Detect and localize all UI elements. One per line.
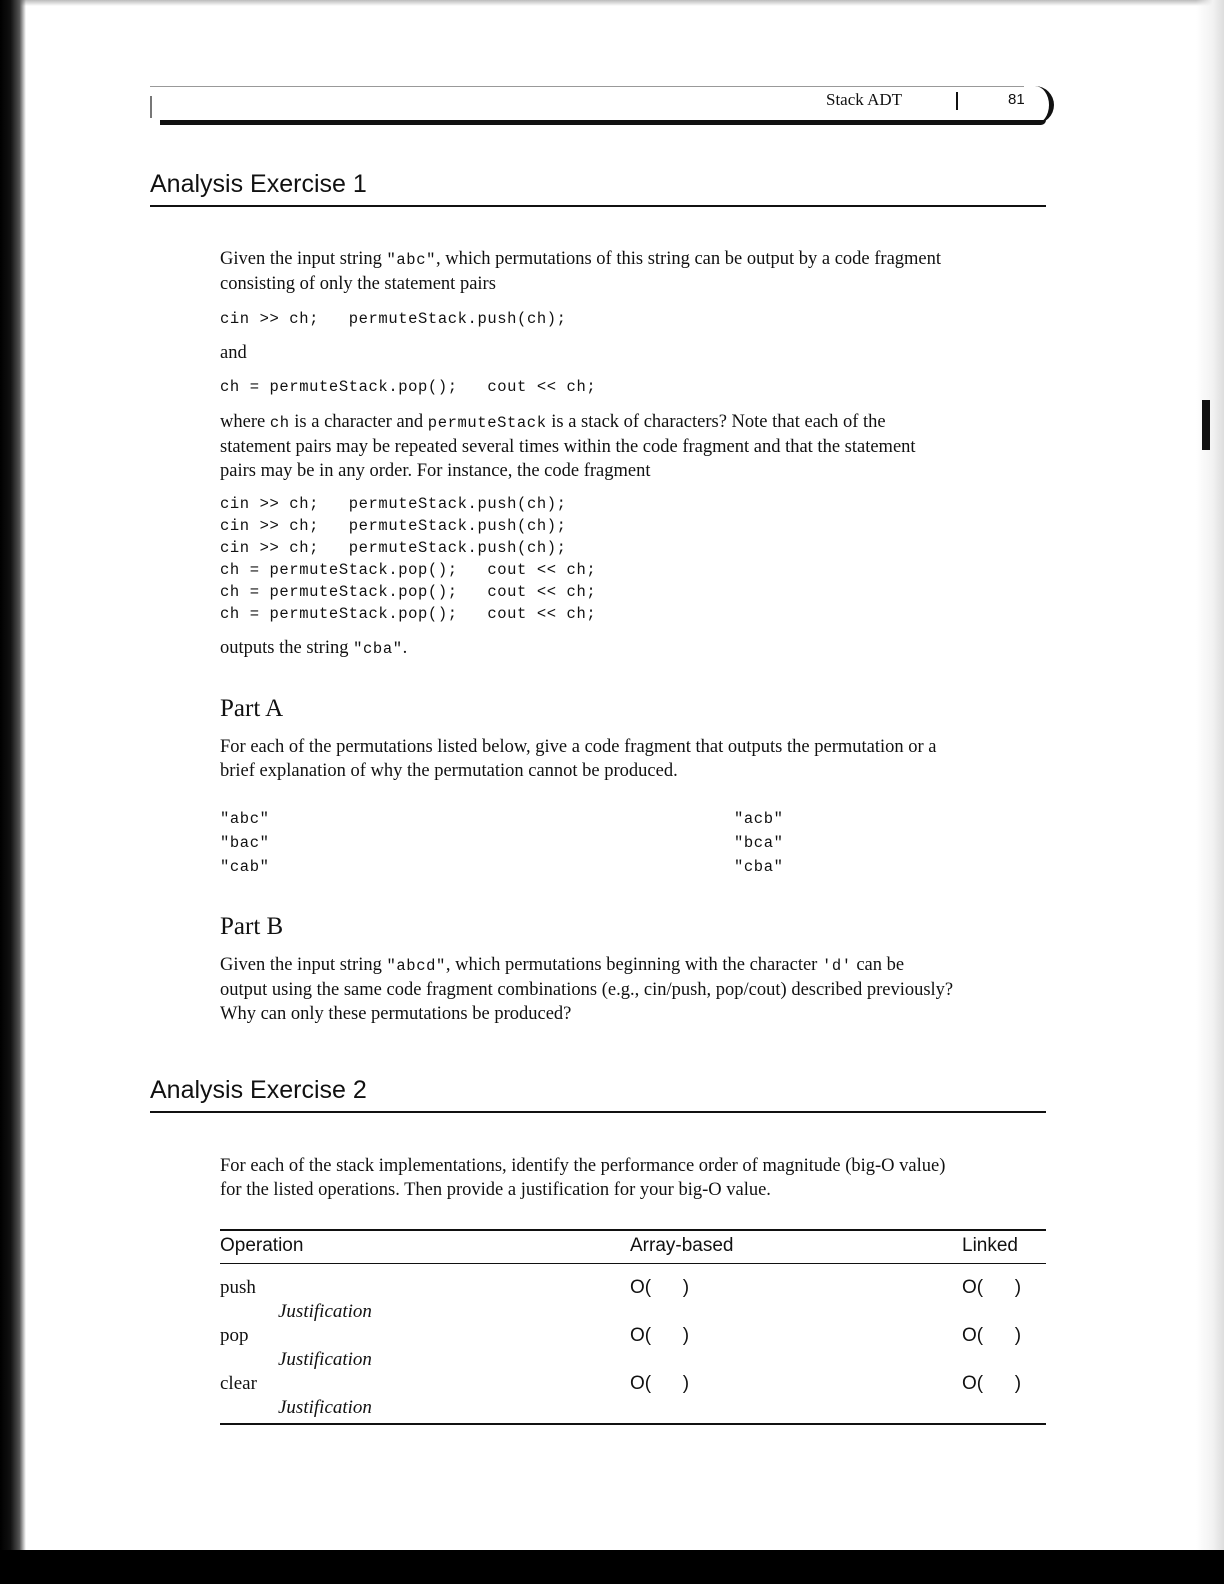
permutation-item: "abc" — [220, 810, 270, 828]
header-thick-rule — [160, 120, 1046, 125]
scan-binding-shadow — [0, 0, 26, 1584]
permutation-item: "bac" — [220, 834, 270, 852]
big-o-table — [220, 1229, 1046, 1425]
intro-line-2: consisting of only the statement pairs — [220, 274, 496, 294]
running-header — [150, 82, 1054, 126]
and-word: and — [220, 343, 247, 363]
statement-pair-1: cin >> ch; permuteStack.push(ch); — [220, 310, 567, 328]
table-bottom-rule — [220, 1423, 1046, 1425]
scan-right-mark — [1202, 400, 1210, 450]
permutation-item: "bca" — [734, 834, 784, 852]
linked-big-o-cell: O( ) — [962, 1325, 1022, 1346]
exercise-2-line-1: For each of the stack implementations, identify the performance order of magnitude (big-O value) — [220, 1156, 946, 1176]
outputs-line: outputs the string "cba". — [220, 638, 408, 658]
scan-top-edge — [0, 0, 1224, 6]
permutation-item: "acb" — [734, 810, 784, 828]
table-top-rule — [220, 1229, 1046, 1231]
table-header-rule — [220, 1263, 1046, 1264]
part-a-heading: Part A — [220, 695, 284, 722]
part-b-line-3: Why can only these permutations be produced? — [220, 1004, 572, 1024]
exercise-1-heading: Analysis Exercise 1 — [150, 170, 1046, 207]
justification-label: Justification — [278, 1301, 372, 1322]
part-a-text — [220, 735, 1046, 783]
permutation-item: "cba" — [734, 858, 784, 876]
header-separator — [956, 92, 958, 110]
permutation-item: "cab" — [220, 858, 270, 876]
header-operation: Operation — [220, 1235, 304, 1256]
header-array-based: Array-based — [630, 1235, 734, 1256]
example-code-line: ch = permuteStack.pop(); cout << ch; — [220, 561, 597, 579]
intro-line-1: Given the input string "abc", which permutations of this string can be output by a code fragment — [220, 249, 942, 269]
exercise-2-line-2: for the listed operations. Then provide a justification for your big-O value. — [220, 1180, 771, 1200]
where-line-3: pairs may be in any order. For instance, the code fragment — [220, 461, 651, 481]
part-b-text — [220, 953, 1046, 1026]
exercise-2-text — [220, 1154, 1046, 1202]
linked-big-o-cell: O( ) — [962, 1373, 1022, 1394]
array-big-o-cell: O( ) — [630, 1373, 690, 1394]
chapter-title: Stack ADT — [826, 90, 903, 109]
exercise-2-heading: Analysis Exercise 2 — [150, 1076, 1046, 1113]
array-big-o-cell: O( ) — [630, 1277, 690, 1298]
part-b-line-2: output using the same code fragment combinations (e.g., cin/push, pop/cout) described previously? — [220, 980, 954, 1000]
example-code-line: cin >> ch; permuteStack.push(ch); — [220, 495, 567, 513]
statement-pair-2: ch = permuteStack.pop(); cout << ch; — [220, 378, 597, 396]
linked-big-o-cell: O( ) — [962, 1277, 1022, 1298]
header-thin-rule — [150, 86, 1024, 87]
header-linked: Linked — [962, 1235, 1018, 1256]
part-a-line-2: brief explanation of why the permutation cannot be produced. — [220, 761, 678, 781]
where-line-2: statement pairs may be repeated several times within the code fragment and that the statement — [220, 437, 916, 457]
page-number: 81 — [1008, 91, 1025, 108]
part-a-line-1: For each of the permutations listed below, give a code fragment that outputs the permutation or a — [220, 737, 937, 757]
header-curve — [1031, 86, 1054, 124]
where-paragraph — [220, 410, 1046, 483]
example-code-line: cin >> ch; permuteStack.push(ch); — [220, 539, 567, 557]
part-b-line-1: Given the input string "abcd", which permutations beginning with the character 'd' can be — [220, 955, 905, 975]
exercise-1-intro — [220, 247, 1046, 296]
example-code-line: cin >> ch; permuteStack.push(ch); — [220, 517, 567, 535]
justification-label: Justification — [278, 1397, 372, 1418]
operation-push: push — [220, 1277, 256, 1298]
where-line-1: where ch is a character and permuteStack is a stack of characters? Note that each of the — [220, 412, 886, 432]
input-string-code: "abc" — [386, 251, 436, 269]
header-left-tick — [150, 96, 152, 118]
example-code-line: ch = permuteStack.pop(); cout << ch; — [220, 605, 597, 623]
array-big-o-cell: O( ) — [630, 1325, 690, 1346]
justification-label: Justification — [278, 1349, 372, 1370]
operation-clear: clear — [220, 1373, 257, 1394]
scan-bottom-edge — [0, 1550, 1224, 1584]
example-code-line: ch = permuteStack.pop(); cout << ch; — [220, 583, 597, 601]
operation-pop: pop — [220, 1325, 249, 1346]
scan-right-edge — [1196, 0, 1224, 1584]
part-b-heading: Part B — [220, 913, 284, 940]
